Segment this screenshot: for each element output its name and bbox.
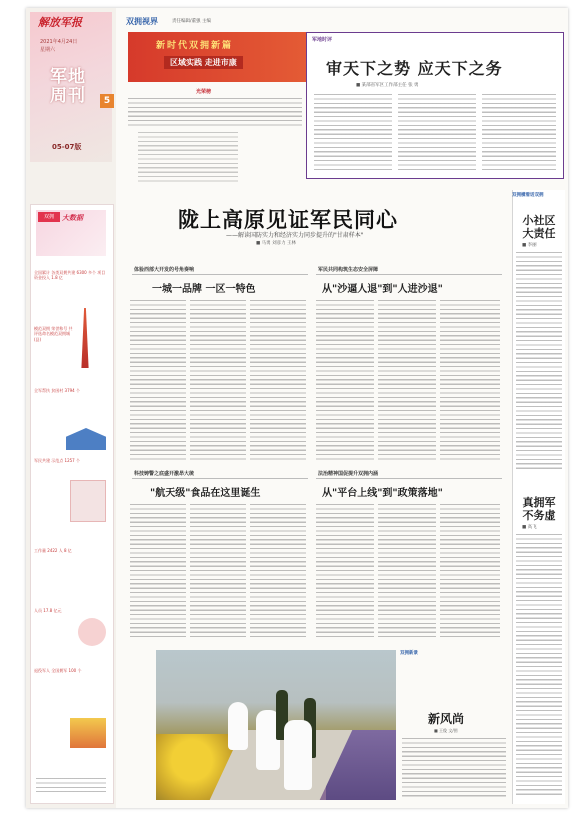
page-range: 05-07版 xyxy=(52,143,82,151)
photo-section-tag: 双拥新景 xyxy=(400,651,418,656)
section-3-col-1 xyxy=(130,504,186,640)
badge-icon xyxy=(78,618,106,646)
section-3-head: "航天级"食品在这里诞生 xyxy=(150,488,261,499)
stat-block-7: 退役军人 全国拥军 100 个 xyxy=(34,668,82,673)
section-2-col-2 xyxy=(378,300,436,462)
section-2-col-3 xyxy=(440,300,500,462)
wedding-photo xyxy=(156,650,396,800)
brand-logo: 解放军报 xyxy=(38,16,82,29)
flag-icon xyxy=(70,718,106,748)
editor-credit: 责任编辑/董强 主编 xyxy=(172,19,211,24)
right-column-header: 双拥横看话双拥 xyxy=(512,193,544,198)
section-2-rule xyxy=(316,274,502,275)
issue-date: 2021年4月24日 xyxy=(40,39,78,45)
section-2-head: 从"沙逼人退"到"人进沙退" xyxy=(322,284,443,295)
stat-block-1: 全国累计 各类双拥共建 6300 多个 项目资金投入 1.8 亿 xyxy=(34,270,106,281)
section-4-rule xyxy=(316,478,502,479)
stat-block-5: 工作量 2422 人 8 亿 xyxy=(34,548,72,553)
section-1-col-1 xyxy=(130,300,186,462)
commentary-col-2 xyxy=(398,94,476,170)
right-article-2-text xyxy=(516,534,562,796)
right-article-1-text xyxy=(516,252,562,472)
section-1-head: 一城一品牌 一区一特色 xyxy=(152,284,256,295)
brief-tag: 光荣榜 xyxy=(196,89,212,95)
feature-tag: 双拥 xyxy=(38,212,60,222)
stat-block-4: 军民共建 示范点 1257 个 xyxy=(34,458,80,463)
brief-text xyxy=(128,98,302,128)
commentary-tag: 军地时评 xyxy=(312,37,333,43)
main-byline: ■ 马勇 刘彦力 王林 xyxy=(256,241,297,246)
right-article-1-title: 小社区 大责任 xyxy=(522,214,556,240)
essay-text xyxy=(402,738,506,798)
feature-label: 大数据 xyxy=(62,214,83,222)
essay-author: ■ 王俊 文/图 xyxy=(434,728,458,733)
section-1-kicker: 体验西部大开发的号角奏响 xyxy=(134,267,195,273)
section-1-col-2 xyxy=(190,300,246,462)
section-header: 双拥视界 xyxy=(126,17,158,26)
issue-weekday: 星期六 xyxy=(40,47,56,53)
section-4-col-1 xyxy=(316,504,374,640)
section-3-col-2 xyxy=(190,504,246,640)
section-4-col-3 xyxy=(440,504,500,640)
chart-icon xyxy=(70,480,106,522)
section-1-col-3 xyxy=(250,300,306,462)
section-4-kicker: 法治精神国促提升双拥内涵 xyxy=(318,471,379,477)
section-title-line1: 军地 xyxy=(50,67,86,87)
section-title xyxy=(50,68,86,106)
main-headline: 陇上高原见证军民同心 xyxy=(178,207,398,232)
banner-title: 新时代双拥新篇 xyxy=(156,41,234,51)
page-number-badge: 5 xyxy=(100,94,114,108)
main-subheadline: ——解读国防实力和经济实力同步提升的"甘肃样本" xyxy=(226,232,364,239)
right-article-1-author: ■ 李丽 xyxy=(522,243,537,248)
brief-list xyxy=(138,132,238,182)
stat-block-2: 模范双拥 荣誉称号 共评选命名模范双拥城(县) xyxy=(34,326,73,342)
section-3-rule xyxy=(132,478,308,479)
commentary-title: 审天下之势 应天下之务 xyxy=(326,59,503,78)
essay-title: 新风尚 xyxy=(428,712,465,726)
newspaper-page xyxy=(26,8,568,808)
section-3-col-3 xyxy=(250,504,306,640)
section-4-head: 从"平台上线"到"政策落地" xyxy=(322,488,443,499)
footer-text xyxy=(36,778,106,792)
right-article-2-author: ■ 高飞 xyxy=(522,525,537,530)
stat-block-6: 人员 17.8 亿元 xyxy=(34,608,62,613)
commentary-col-1 xyxy=(314,94,392,170)
commentary-col-3 xyxy=(482,94,556,170)
commentary-author: ■ 某部省军区工作部主任 张 勇 xyxy=(356,83,419,88)
section-title-line2: 周刊 xyxy=(50,86,86,106)
banner-subtitle: 区域实践 走进市康 xyxy=(164,56,243,69)
section-4-col-2 xyxy=(378,504,436,640)
bride-figure xyxy=(228,702,248,750)
stat-block-3: 全军帮扶 贫困村 3794 个 xyxy=(34,388,80,393)
bride-figure xyxy=(284,720,312,790)
section-2-kicker: 军民共同构筑生态安全屏障 xyxy=(318,267,379,273)
section-3-kicker: 科技铸警之底盛开激昂大统 xyxy=(134,471,195,477)
right-article-2-title: 真拥军 不务虚 xyxy=(522,496,556,522)
section-1-rule xyxy=(132,274,308,275)
section-2-col-1 xyxy=(316,300,374,462)
